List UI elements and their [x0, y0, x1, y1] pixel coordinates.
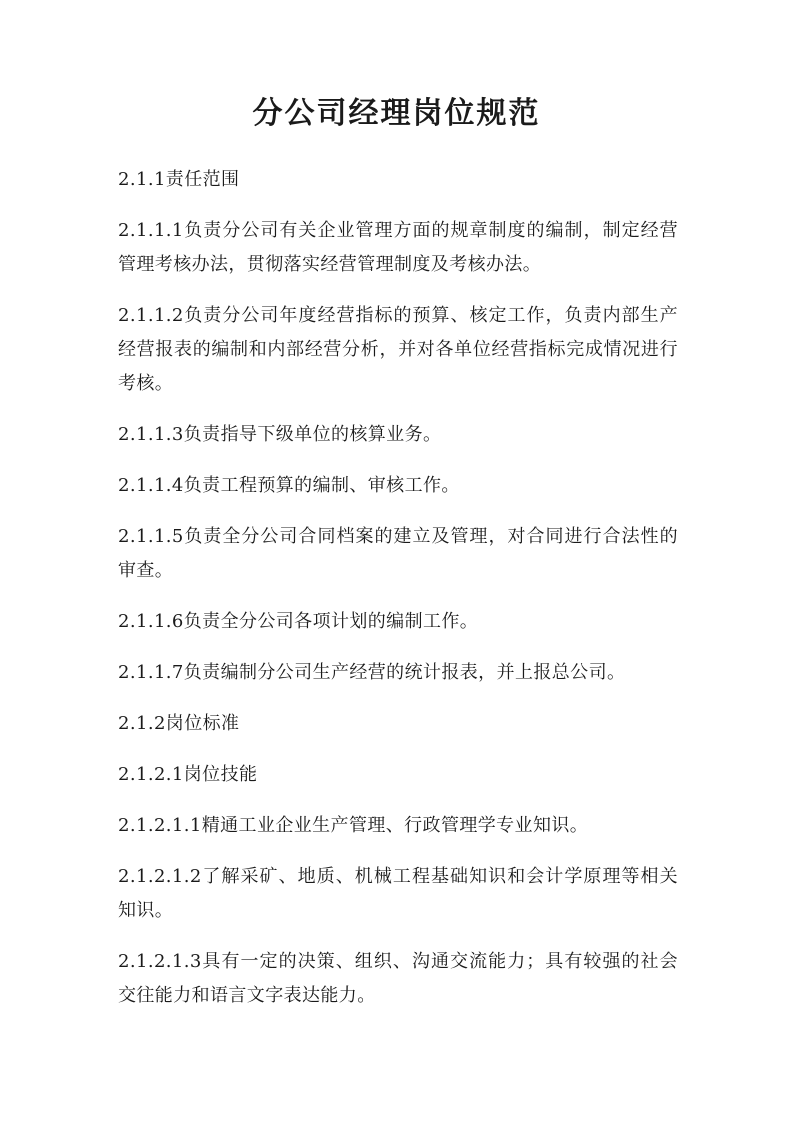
paragraph-2-1-2-1-1: 2.1.2.1.1精通工业企业生产管理、行政管理学专业知识。 [118, 815, 589, 836]
paragraph-section-2-1-2: 2.1.2岗位标准 [118, 713, 240, 734]
paragraph-2-1-1-6: 2.1.1.6负责全分公司各项计划的编制工作。 [118, 611, 479, 632]
document-title: 分公司经理岗位规范 [252, 96, 541, 131]
paragraph-2-1-2-1: 2.1.2.1岗位技能 [118, 764, 258, 785]
paragraph-2-1-1-4: 2.1.1.4负责工程预算的编制、审核工作。 [118, 475, 460, 496]
paragraph-2-1-1-2: 2.1.1.2负责分公司年度经营指标的预算、核定工作，负责内部生产经营报表的编制和内部经营分析，并对各单位经营指标完成情况进行考核。 [118, 305, 678, 394]
document-body [118, 163, 678, 1030]
paragraph-2-1-2-1-2: 2.1.2.1.2了解采矿、地质、机械工程基础知识和会计学原理等相关知识。 [118, 866, 678, 921]
paragraph-2-1-1-5: 2.1.1.5负责全分公司合同档案的建立及管理，对合同进行合法性的审查。 [118, 526, 678, 581]
paragraph-2-1-1-1: 2.1.1.1负责分公司有关企业管理方面的规章制度的编制，制定经营管理考核办法，贯彻落实经营管理制度及考核办法。 [118, 220, 678, 275]
paragraph-2-1-2-1-3: 2.1.2.1.3具有一定的决策、组织、沟通交流能力；具有较强的社会交往能力和语言文字表达能力。 [118, 951, 678, 1006]
paragraph-2-1-1-3: 2.1.1.3负责指导下级单位的核算业务。 [118, 424, 442, 445]
paragraph-2-1-1-7: 2.1.1.7负责编制分公司生产经营的统计报表，并上报总公司。 [118, 662, 626, 683]
paragraph-section-2-1-1: 2.1.1责任范围 [118, 169, 240, 190]
